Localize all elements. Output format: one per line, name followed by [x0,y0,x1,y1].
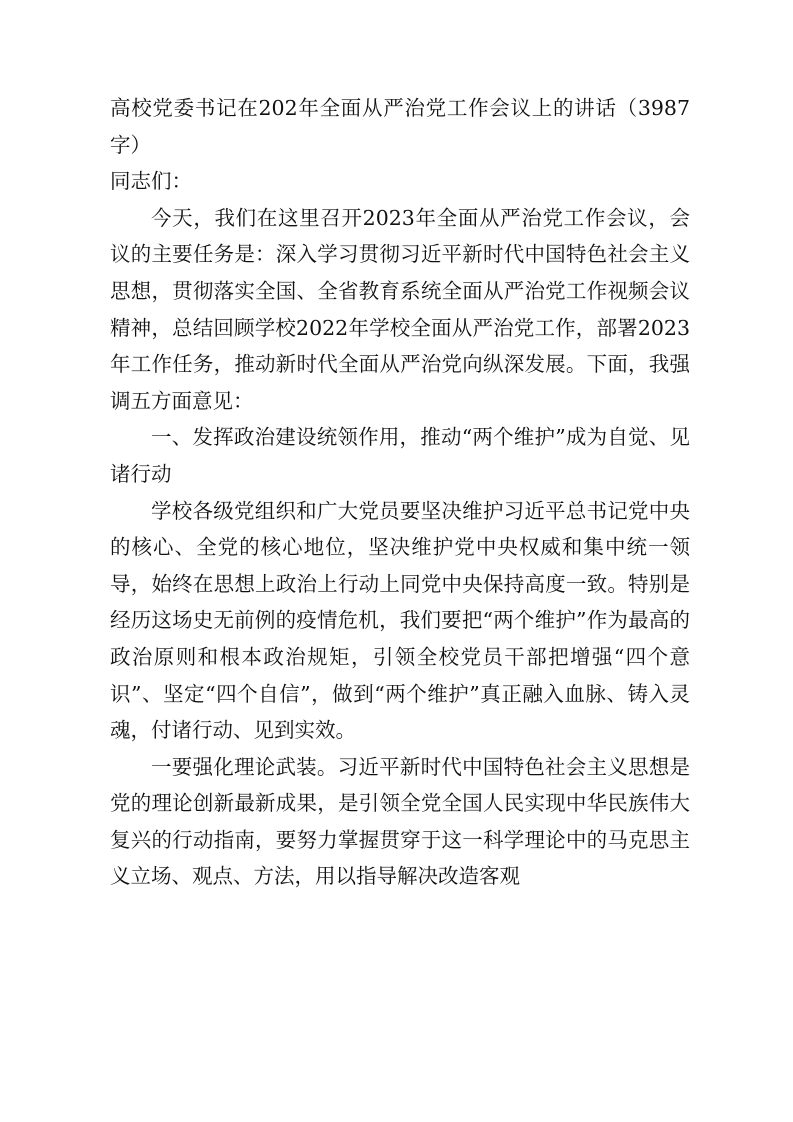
paragraph-political-building: 学校各级党组织和广大党员要坚决维护习近平总书记党中央的核心、全党的核心地位，坚决维护党中央权威和集中统一领导，始终在思想上政治上行动上同党中央保持高度一致。特别是经历这场史无前例的疫情危机，我们要把“两个维护”作为最高的政治原则和根本政治规矩，引领全校党员干部把增强“四个意识”、坚定“四个自信”，做到“两个维护”真正融入血脉、铸入灵魂，付诸行动、见到实效。 [110,498,690,743]
paragraph-intro: 今天，我们在这里召开2023年全面从严治党工作会议，会议的主要任务是：深入学习贯彻习近平新时代中国特色社会主义思想，贯彻落实全国、全省教育系统全面从严治党工作视频会议精神，总结回顾学校2022年学校全面从严治党工作，部署2023年工作任务，推动新时代全面从严治党向纵深发展。下面，我强调五方面意见： [110,205,690,413]
paragraph-theory-arming: 一要强化理论武装。习近平新时代中国特色社会主义思想是党的理论创新最新成果，是引领全党全国人民实现中华民族伟大复兴的行动指南，要努力掌握贯穿于这一科学理论中的马克思主义立场、观点、方法，用以指导解决改造客观 [110,754,690,889]
section-heading-1: 一、发挥政治建设统领作用，推动“两个维护”成为自觉、见诸行动 [110,425,690,486]
greeting: 同志们： [110,169,192,194]
document-title: 高校党委书记在202年全面从严治党工作会议上的讲话（3987字） [110,96,690,157]
document-page [110,90,690,895]
